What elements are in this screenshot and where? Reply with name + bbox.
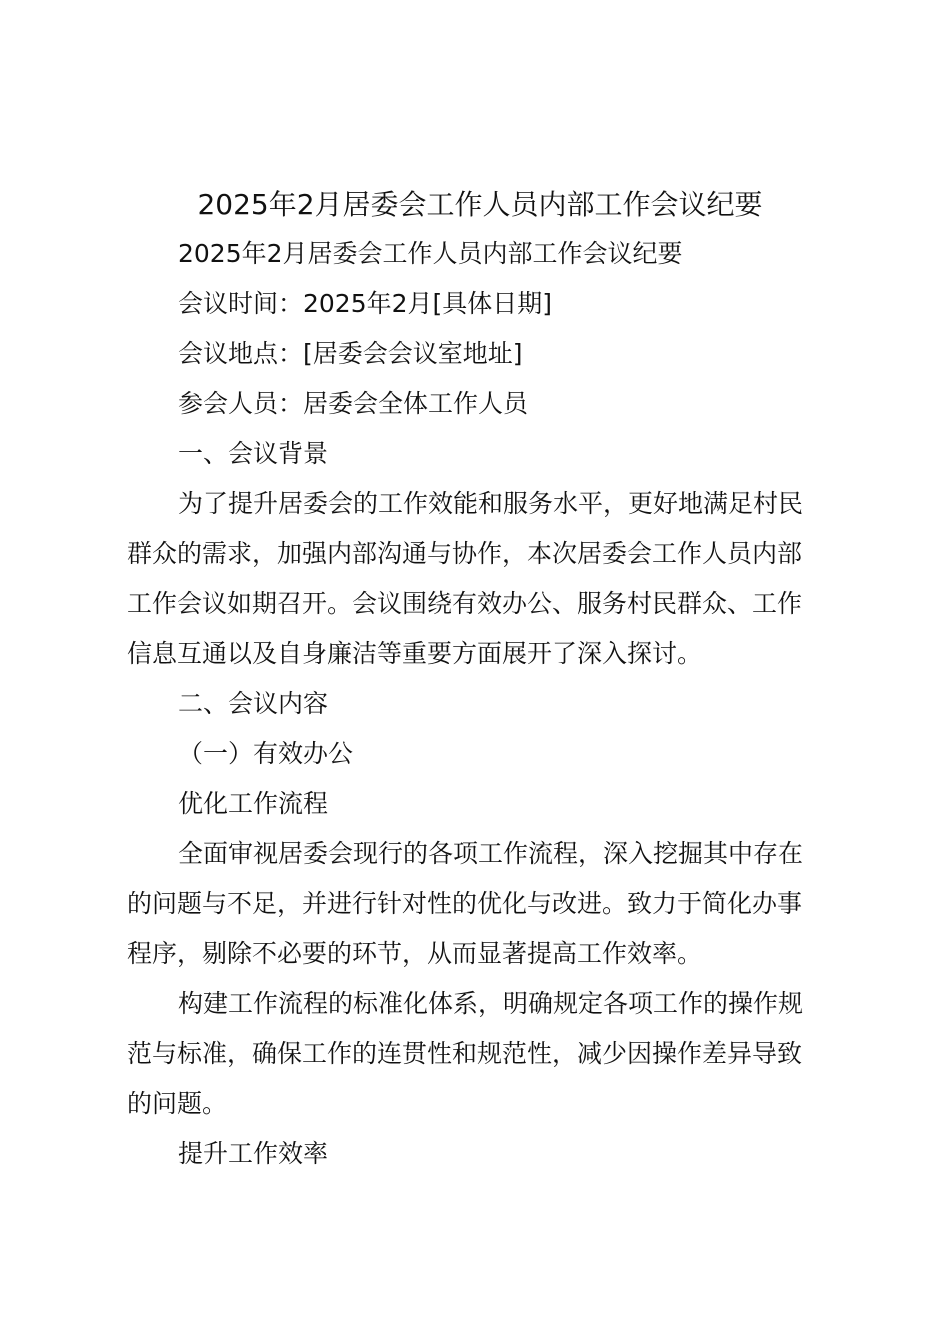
subsection-heading: （一）有效办公 — [178, 739, 354, 768]
paragraph-line: 为了提升居委会的工作效能和服务水平，更好地满足村民 — [178, 489, 804, 518]
paragraph-line: 的问题。 — [127, 1089, 228, 1118]
paragraph-line: 全面审视居委会现行的各项工作流程，深入挖掘其中存在 — [178, 839, 804, 868]
paragraph-line: 群众的需求，加强内部沟通与协作，本次居委会工作人员内部 — [127, 539, 803, 568]
paragraph-line: 信息互通以及自身廉洁等重要方面展开了深入探讨。 — [127, 639, 703, 668]
topic-heading: 提升工作效率 — [178, 1139, 329, 1168]
meeting-location: 会议地点：[居委会会议室地址] — [178, 339, 523, 368]
topic-heading: 优化工作流程 — [178, 789, 329, 818]
meeting-attendees: 参会人员：居委会全体工作人员 — [178, 389, 529, 418]
paragraph-line: 构建工作流程的标准化体系，明确规定各项工作的操作规 — [178, 989, 804, 1018]
section-heading-content: 二、会议内容 — [178, 689, 329, 718]
paragraph-line: 工作会议如期召开。会议围绕有效办公、服务村民群众、工作 — [127, 589, 803, 618]
paragraph-line: 程序，剔除不必要的环节，从而显著提高工作效率。 — [127, 939, 703, 968]
document-subtitle: 2025年2月居委会工作人员内部工作会议纪要 — [178, 239, 683, 268]
meeting-time: 会议时间：2025年2月[具体日期] — [178, 289, 553, 318]
paragraph-line: 的问题与不足，并进行针对性的优化与改进。致力于简化办事 — [127, 889, 803, 918]
paragraph-line: 范与标准，确保工作的连贯性和规范性，减少因操作差异导致 — [127, 1039, 803, 1068]
document-title: 2025年2月居委会工作人员内部工作会议纪要 — [197, 188, 763, 221]
section-heading-background: 一、会议背景 — [178, 439, 329, 468]
